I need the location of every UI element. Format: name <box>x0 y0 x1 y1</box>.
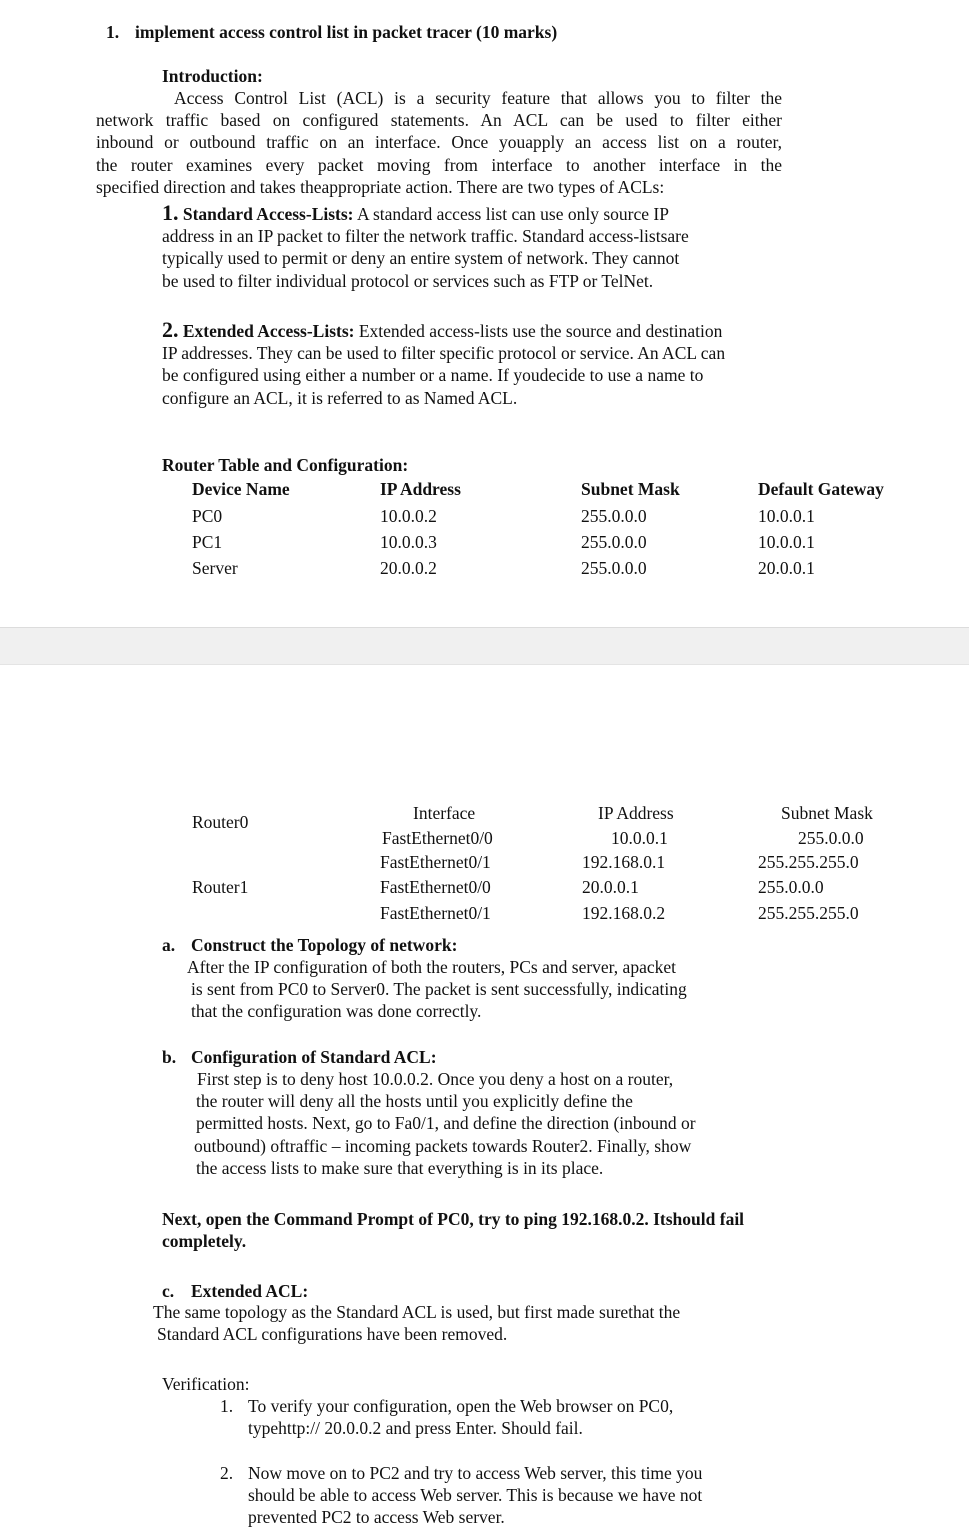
section-b-body <box>194 1068 794 1179</box>
intro-heading: Introduction: <box>162 66 263 86</box>
device-table-cell: Server <box>192 558 238 578</box>
section-b-line: permitted hosts. Next, go to Fa0/1, and define the direction (inbound or <box>196 1113 696 1134</box>
section-c-body <box>153 1301 793 1345</box>
verification-line: prevented PC2 to access Web server. <box>248 1507 505 1528</box>
page-separator <box>0 627 969 665</box>
section-c-line: Standard ACL configurations have been removed. <box>157 1324 508 1345</box>
standard-acl-number: 1. <box>162 200 179 225</box>
ping-note-line: completely. <box>162 1231 247 1252</box>
device-table-header: Subnet Mask <box>581 479 680 499</box>
router-table-header: IP Address <box>598 803 674 823</box>
router-mask: 255.255.255.0 <box>758 852 859 872</box>
intro-line: network traffic based on configured statements. An ACL can be used to filter either <box>96 110 782 131</box>
section-a-line: is sent from PC0 to Server0. The packet is sent successfully, indicating <box>191 979 687 1000</box>
extended-acl-line: be configured using either a number or a name. If youdecide to use a name to <box>162 365 704 386</box>
verification-item-number: 1. <box>220 1396 234 1416</box>
question-title: implement access control list in packet tracer (10 marks) <box>135 22 558 42</box>
intro-line: Access Control List (ACL) is a security feature that allows you to filter the <box>174 88 782 108</box>
extended-acl-item <box>162 319 802 409</box>
ping-note-line: Next, open the Command Prompt of PC0, try to ping 192.168.0.2. Itshould fail <box>162 1209 745 1229</box>
ping-note <box>162 1208 862 1252</box>
section-b-line: the access lists to make sure that everything is in its place. <box>196 1157 604 1178</box>
device-table-cell: 20.0.0.2 <box>380 558 437 578</box>
section-c-title: Extended ACL: <box>191 1281 309 1301</box>
device-table-cell: 255.0.0.0 <box>581 506 647 526</box>
device-table-cell: 20.0.0.1 <box>758 558 815 578</box>
standard-acl-item <box>162 202 802 292</box>
section-a-line: that the configuration was done correctly. <box>191 1001 482 1022</box>
extended-acl-line: IP addresses. They can be used to filter specific protocol or service. An ACL can <box>162 343 726 364</box>
document-page-1 <box>0 0 969 627</box>
intro-line: specified direction and takes theappropriate action. There are two types of ACLs: <box>96 176 665 197</box>
router-interface: FastEthernet0/1 <box>380 852 491 872</box>
router-table-header: Subnet Mask <box>781 803 873 823</box>
standard-acl-line: typically used to permit or deny an entire system of network. They cannot <box>162 248 680 269</box>
device-table-cell: 255.0.0.0 <box>581 532 647 552</box>
standard-acl-line: be used to filter individual protocol or services such as FTP or TelNet. <box>162 270 654 291</box>
section-a-label: a. <box>162 935 176 955</box>
device-table-header: Device Name <box>192 479 290 499</box>
router-ip: 20.0.0.1 <box>582 877 639 897</box>
section-a-title: Construct the Topology of network: <box>191 935 458 955</box>
router-mask: 255.0.0.0 <box>758 877 824 897</box>
device-table-cell: 255.0.0.0 <box>581 558 647 578</box>
extended-acl-line: configure an ACL, it is referred to as Named ACL. <box>162 387 518 408</box>
intro-line: the router examines every packet moving from interface to another interface in the <box>96 154 782 175</box>
router-interface: FastEthernet0/0 <box>382 828 493 848</box>
verification-line: typehttp:// 20.0.0.2 and press Enter. Should fail. <box>248 1418 583 1439</box>
device-table-cell: 10.0.0.3 <box>380 532 437 552</box>
device-table-cell: PC0 <box>192 506 223 526</box>
router-interface: FastEthernet0/1 <box>380 903 491 923</box>
standard-acl-title: Standard Access-Lists: <box>182 204 354 224</box>
router-mask: 255.255.255.0 <box>758 903 859 923</box>
standard-acl-line: address in an IP packet to filter the network traffic. Standard access-listsare <box>162 226 689 247</box>
router-name: Router0 <box>192 812 249 832</box>
extended-acl-line: Extended access-lists use the source and destination <box>358 321 723 341</box>
router-ip: 10.0.0.1 <box>611 828 668 848</box>
router-ip: 192.168.0.1 <box>582 852 666 872</box>
router-interface: FastEthernet0/0 <box>380 877 491 897</box>
verification-line: To verify your configuration, open the Web browser on PC0, <box>248 1396 674 1416</box>
router-mask: 255.0.0.0 <box>798 828 864 848</box>
extended-acl-number: 2. <box>162 317 179 342</box>
verification-item <box>248 1395 808 1439</box>
verification-item <box>248 1462 808 1529</box>
section-c-line: The same topology as the Standard ACL is used, but first made surethat the <box>153 1302 681 1322</box>
verification-line: Now move on to PC2 and try to access Web server, this time you <box>248 1463 703 1483</box>
device-table-cell: 10.0.0.1 <box>758 506 815 526</box>
device-table-cell: 10.0.0.1 <box>758 532 815 552</box>
router-ip: 192.168.0.2 <box>582 903 666 923</box>
router-table-header: Interface <box>413 803 476 823</box>
device-table-cell: PC1 <box>192 532 223 552</box>
device-table-cell: 10.0.0.2 <box>380 506 437 526</box>
question-number: 1. <box>106 22 120 42</box>
intro-line: inbound or outbound traffic on an interface. Once youapply an access list on a router, <box>96 132 782 153</box>
section-a-line: After the IP configuration of both the routers, PCs and server, apacket <box>187 957 676 977</box>
verification-line: should be able to access Web server. This is because we have not <box>248 1485 703 1506</box>
section-b-title: Configuration of Standard ACL: <box>191 1047 437 1067</box>
intro-paragraph <box>96 87 782 198</box>
router-name: Router1 <box>192 877 249 897</box>
extended-acl-title: Extended Access-Lists: <box>182 321 355 341</box>
section-a-body <box>187 956 787 1023</box>
verification-heading: Verification: <box>162 1374 250 1394</box>
section-b-line: outbound) oftraffic – incoming packets towards Router2. Finally, show <box>194 1135 692 1156</box>
device-table-heading: Router Table and Configuration: <box>162 455 409 475</box>
device-table-header: Default Gateway <box>758 479 884 499</box>
document-page-2 <box>0 665 969 1536</box>
device-table-header: IP Address <box>380 479 461 499</box>
verification-item-number: 2. <box>220 1463 234 1483</box>
section-c-label: c. <box>162 1281 175 1301</box>
section-b-line: the router will deny all the hosts until you explicitly define the <box>196 1091 633 1112</box>
section-b-line: First step is to deny host 10.0.0.2. Once you deny a host on a router, <box>197 1069 674 1089</box>
section-b-label: b. <box>162 1047 177 1067</box>
standard-acl-line: A standard access list can use only source IP <box>356 204 669 224</box>
